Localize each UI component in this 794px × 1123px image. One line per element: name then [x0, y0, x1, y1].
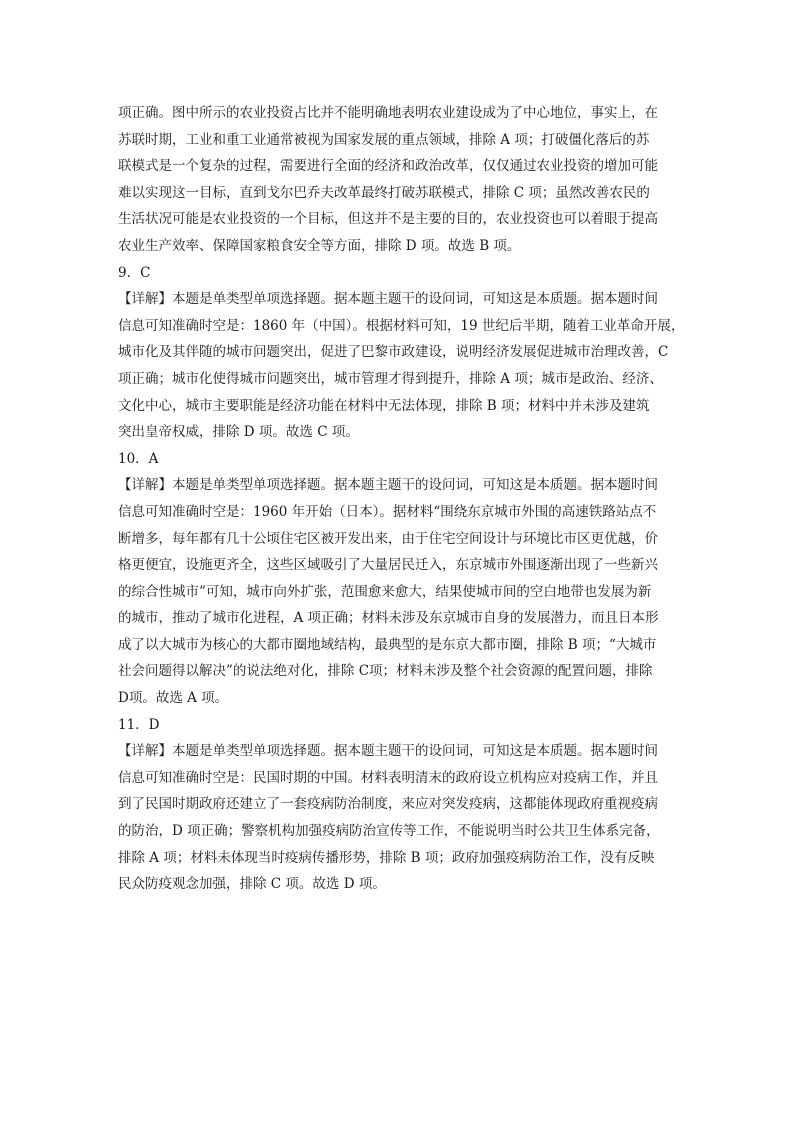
- explanation-line: 【详解】本题是单类型单项选择题。据本题主题干的设问词，可知这是本质题。据本题时间: [118, 743, 658, 760]
- text-line: 格更便宜，设施更齐全，这些区域吸引了大量居民迁入，东京城市外围逐渐出现了一些新兴: [118, 557, 658, 574]
- text-line: 项正确；城市化使得城市问题突出，城市管理才得到提升，排除 A 项；城市是政治、经济、: [118, 370, 663, 387]
- text-line: 城市化及其伴随的城市问题突出，促进了巴黎市政建设，说明经济发展促进城市治理改善，C: [118, 344, 669, 361]
- text-line: 的综合性城市”可知，城市向外扩张，范围愈来愈大，结果使城市间的空白地带也发展为新: [118, 583, 652, 600]
- text-line: 信息可知准确时空是：1860 年（中国）。根据材料可知，19 世纪后半期，随着工业革命开展，: [118, 317, 685, 334]
- text-line: 到了民国时期政府还建立了一套疫病防治制度，来应对突发疫病，这都能体现政府重视疫病: [118, 796, 658, 813]
- text-line: 生活状况可能是农业投资的一个目标，但这并不是主要的目的，农业投资也可以着眼于提高: [118, 211, 658, 228]
- text-line: 突出皇帝权威，排除 D 项。故选 C 项。: [118, 424, 359, 441]
- text-line: 社会问题得以解决”的说法绝对化，排除 C项；材料未涉及整个社会资源的配置问题，排除: [118, 663, 653, 680]
- answer-heading-10: 10．A: [118, 450, 159, 467]
- text-line: 排除 A 项；材料未体现当时疫病传播形势，排除 B 项；政府加强疫病防治工作，没有反映: [118, 849, 655, 866]
- text-line: D项。故选 A 项。: [118, 690, 229, 707]
- text-line: 联模式是一个复杂的过程，需要进行全面的经济和政治改革，仅仅通过农业投资的增加可能: [118, 158, 658, 175]
- text-line: 项正确。图中所示的农业投资占比并不能明确地表明农业建设成为了中心地位，事实上，在: [118, 105, 658, 121]
- text-line: 文化中心，城市主要职能是经济功能在材料中无法体现，排除 B 项；材料中并未涉及建筑: [118, 397, 650, 414]
- text-line: 成了以大城市为核心的大都市圈地域结构，最典型的是东京大都市圈，排除 B 项；“大城市: [118, 636, 657, 653]
- text-line: 信息可知准确时空是：民国时期的中国。材料表明清末的政府设立机构应对疫病工作，并且: [118, 769, 658, 786]
- text-line: 断增多，每年都有几十公顷住宅区被开发出来，由于住宅空间设计与环境比市区更优越，价: [118, 530, 658, 547]
- text-line: 信息可知准确时空是：1960 年开始（日本）。据材料“围绕东京城市外围的高速铁路站点不: [118, 503, 657, 520]
- answer-heading-9: 9．C: [118, 264, 151, 281]
- text-line: 的防治，D 项正确；警察机构加强疫病防治宣传等工作，不能说明当时公共卫生体系完备，: [118, 823, 660, 840]
- explanation-line: 【详解】本题是单类型单项选择题。据本题主题干的设问词，可知这是本质题。据本题时间: [118, 291, 658, 308]
- text-line: 苏联时期，工业和重工业通常被视为国家发展的重点领域，排除 A 项；打破僵化落后的苏: [118, 131, 650, 148]
- text-line: 难以实现这一目标，直到戈尔巴乔夫改革最终打破苏联模式，排除 C 项；虽然改善农民的: [118, 184, 650, 201]
- answer-heading-11: 11．D: [118, 716, 160, 733]
- text-line: 的城市，推动了城市化进程，A 项正确；材料未涉及东京城市自身的发展潜力，而且日本形: [118, 610, 659, 627]
- text-line: 农业生产效率、保障国家粮食安全等方面，排除 D 项。故选 B 项。: [118, 237, 521, 254]
- document-body: [118, 100, 694, 898]
- text-line: 民众防疫观念加强，排除 C 项。故选 D 项。: [118, 876, 386, 893]
- explanation-line: 【详解】本题是单类型单项选择题。据本题主题干的设问词，可知这是本质题。据本题时间: [118, 477, 658, 494]
